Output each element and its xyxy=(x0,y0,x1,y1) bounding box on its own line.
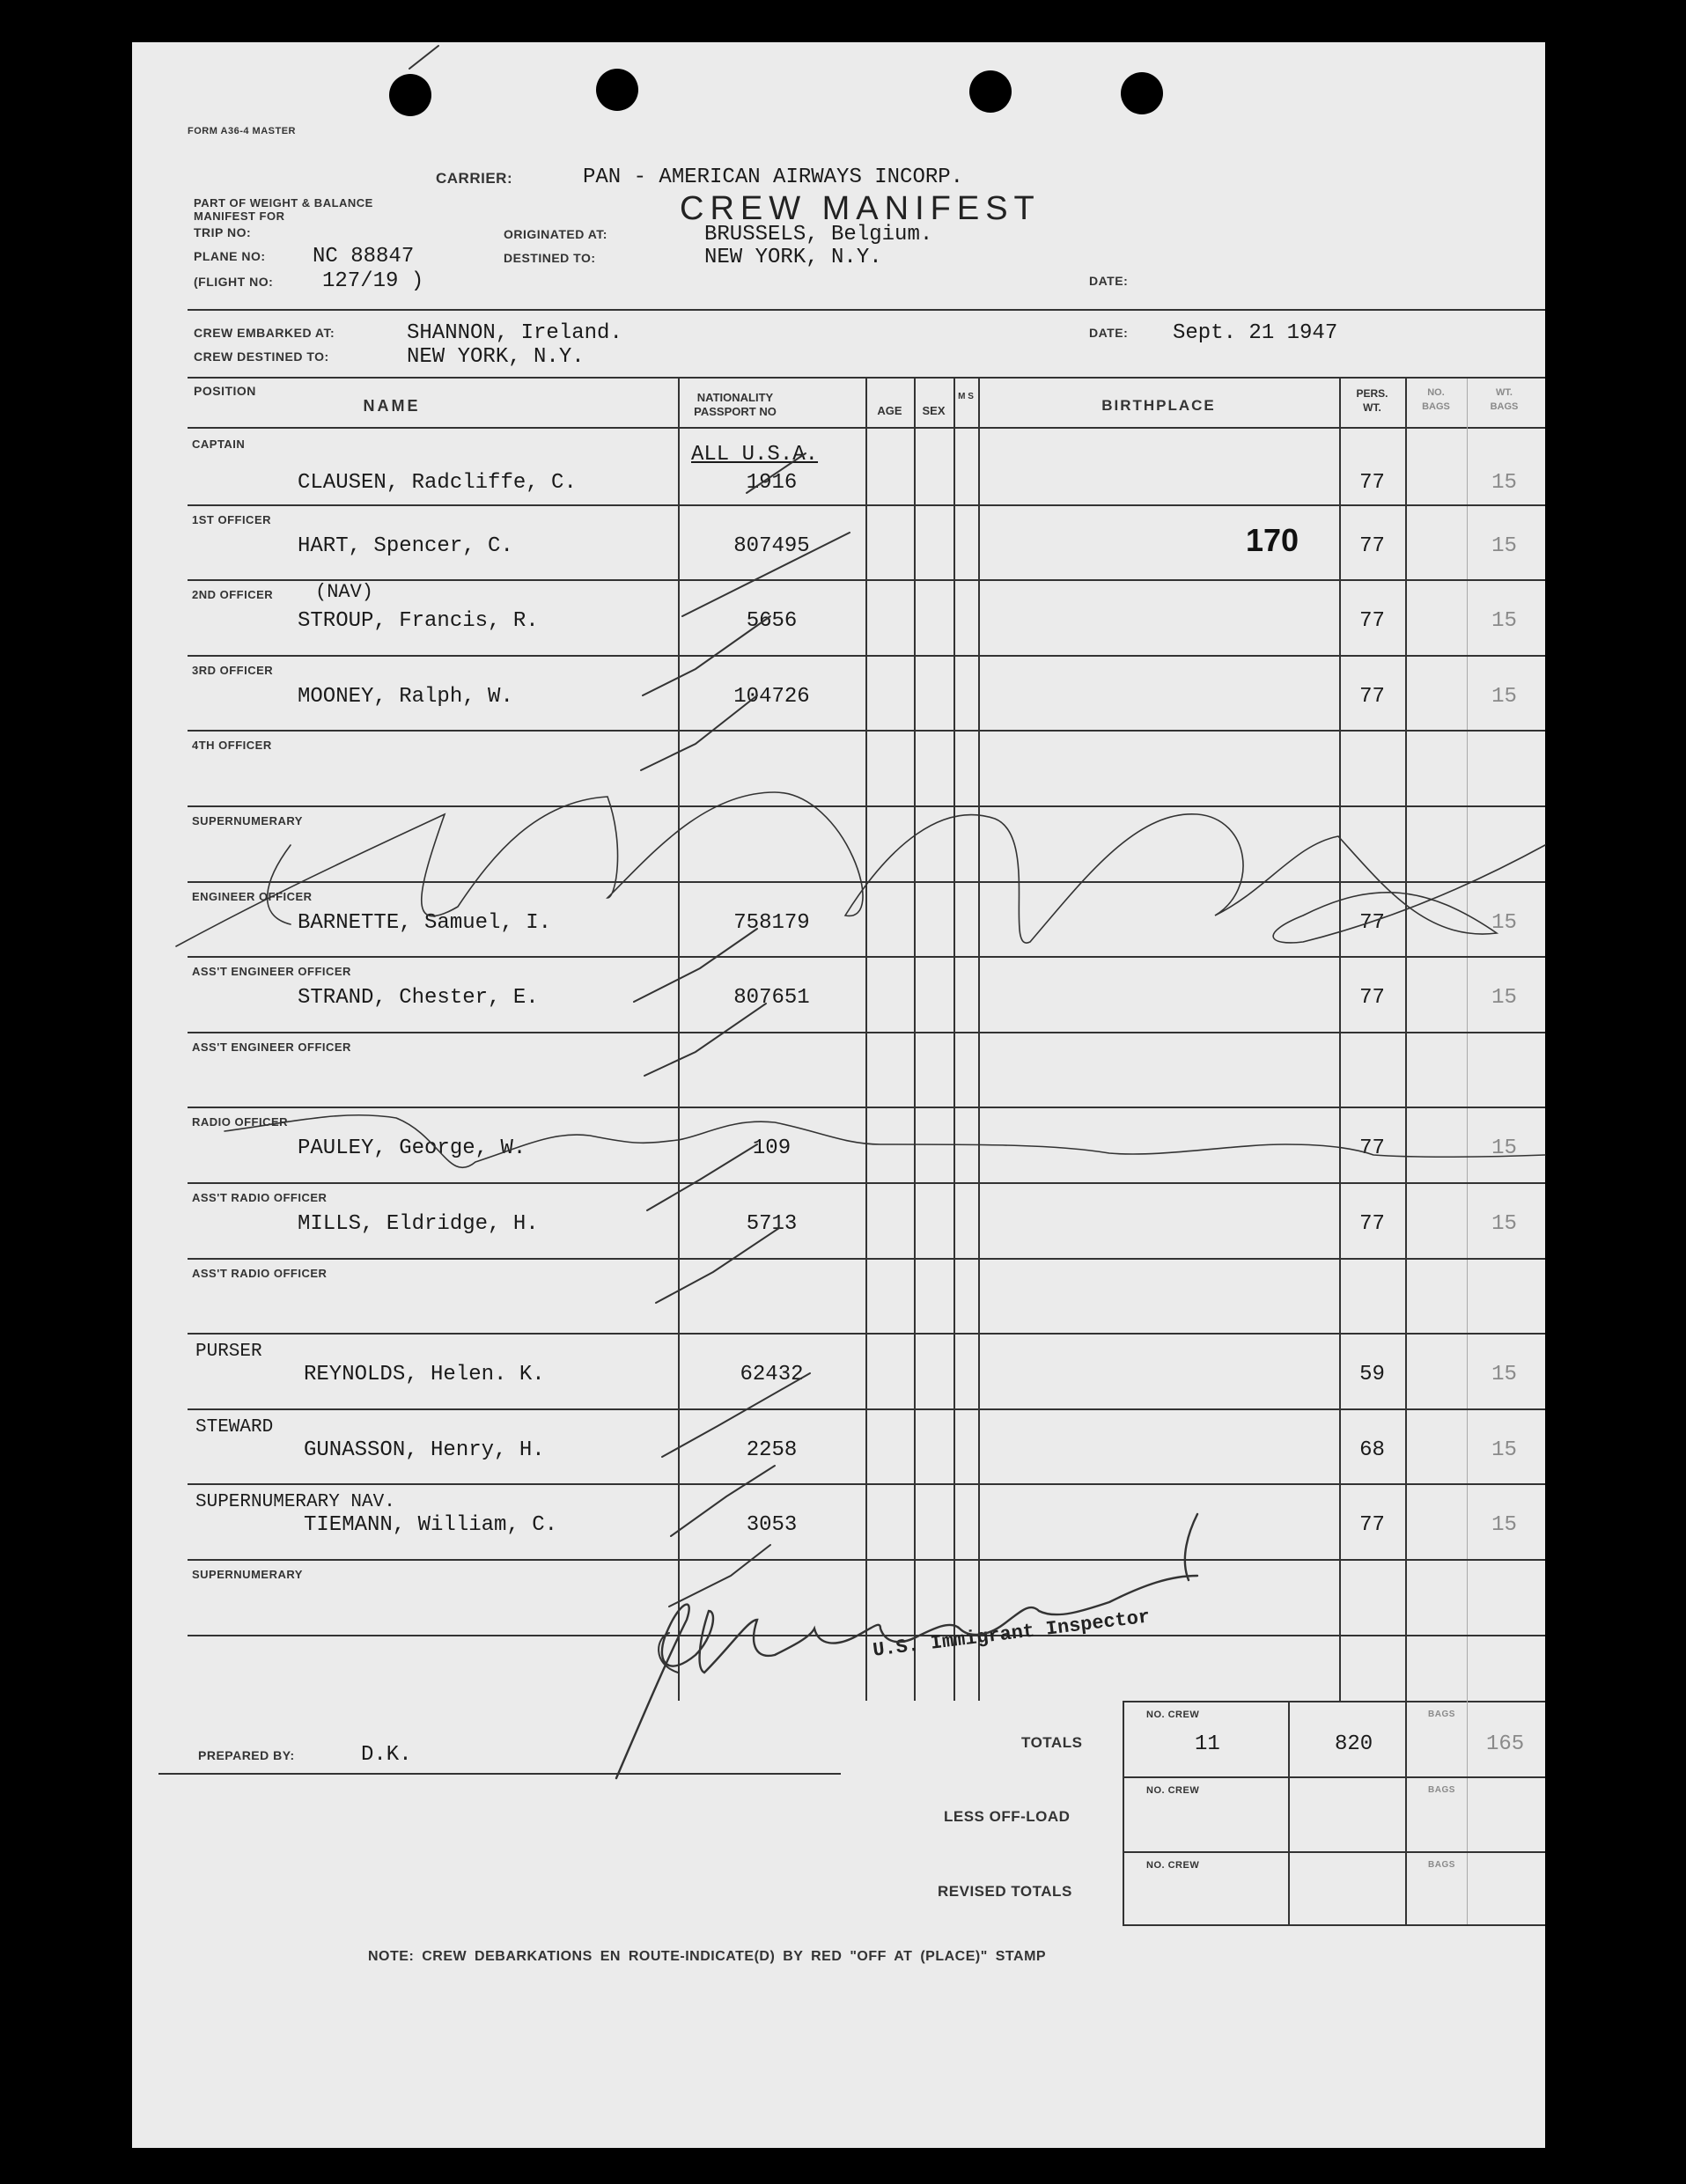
part-of-label: PART OF WEIGHT & BALANCE xyxy=(194,196,373,210)
row-pers-wt: 77 xyxy=(1359,609,1385,634)
row-rule xyxy=(188,1032,1545,1033)
row-position: ASS'T RADIO OFFICER xyxy=(192,1266,328,1280)
plane-no-label: PLANE NO: xyxy=(194,249,266,263)
row-passport: 1916 xyxy=(746,471,798,495)
row-passport: 807495 xyxy=(733,533,810,558)
row-rule xyxy=(188,805,1545,807)
row-pers-wt: 77 xyxy=(1359,910,1385,935)
row-name: GUNASSON, Henry, H. xyxy=(304,1438,545,1462)
row-passport: 758179 xyxy=(733,910,810,935)
col-name: NAME xyxy=(363,397,421,415)
destined-value: NEW YORK, N.Y. xyxy=(704,246,882,269)
row-wt-bags: 15 xyxy=(1491,1136,1517,1161)
destined-label: DESTINED TO: xyxy=(504,251,596,265)
col-rule xyxy=(914,379,916,1701)
row-rule xyxy=(188,1483,1545,1485)
col-rule xyxy=(953,379,955,1701)
row-name: HART, Spencer, C. xyxy=(298,533,513,558)
totals-top-rule xyxy=(1123,1701,1545,1702)
row-wt-bags: 15 xyxy=(1491,1513,1517,1538)
col-wt-bags-1: WT. xyxy=(1496,387,1513,398)
punch-hole xyxy=(969,70,1012,113)
total-bags: 165 xyxy=(1486,1732,1525,1756)
col-rule xyxy=(1339,379,1341,1701)
row-position: SUPERNUMERARY xyxy=(192,1568,303,1581)
row-position: CAPTAIN xyxy=(192,438,246,451)
crew-destined-value: NEW YORK, N.Y. xyxy=(407,345,585,369)
row-wt-bags: 15 xyxy=(1491,1363,1517,1387)
captain-note: 170 xyxy=(1246,522,1299,558)
divider xyxy=(188,309,1545,311)
row-name: CLAUSEN, Radcliffe, C. xyxy=(298,471,577,495)
row-wt-bags: 15 xyxy=(1491,1438,1517,1462)
totals-rule xyxy=(1123,1851,1545,1853)
row-wt-bags: 15 xyxy=(1491,1212,1517,1236)
row-rule xyxy=(188,730,1545,732)
punch-hole xyxy=(1121,72,1163,114)
col-birthplace: BIRTHPLACE xyxy=(1101,397,1216,414)
row-passport: 807651 xyxy=(733,986,810,1011)
flight-no-value: 127/19 ) xyxy=(322,269,424,293)
col-passport: PASSPORT NO xyxy=(694,405,777,418)
date2-label: DATE: xyxy=(1089,326,1129,340)
col-nationality: NATIONALITY xyxy=(696,391,774,404)
trip-no-label: TRIP NO: xyxy=(194,225,252,239)
bags-label: BAGS xyxy=(1428,1710,1455,1719)
row-rule xyxy=(188,881,1545,883)
row-position: SUPERNUMERARY xyxy=(192,814,303,827)
row-rule xyxy=(188,655,1545,657)
row-name: MILLS, Eldridge, H. xyxy=(298,1212,539,1236)
row-rule xyxy=(188,1635,1545,1636)
row-passport: 3053 xyxy=(746,1513,798,1538)
row-wt-bags: 15 xyxy=(1491,910,1517,935)
row-passport: 109 xyxy=(752,1136,791,1161)
row-pers-wt: 77 xyxy=(1359,986,1385,1011)
carrier-value: PAN - AMERICAN AIRWAYS INCORP. xyxy=(583,165,964,189)
totals-rule xyxy=(1123,1776,1545,1778)
row-rule xyxy=(188,1559,1545,1561)
originated-value: BRUSSELS, Belgium. xyxy=(704,223,933,246)
row-pers-wt: 68 xyxy=(1359,1438,1385,1462)
plane-no-value: NC 88847 xyxy=(313,245,415,268)
row-position: 3RD OFFICER xyxy=(192,663,274,677)
immigration-stamp: U.S. Immigrant Inspector xyxy=(872,1606,1152,1662)
row-name: REYNOLDS, Helen. K. xyxy=(304,1363,545,1387)
row-position: 1ST OFFICER xyxy=(192,512,272,526)
manifest-sheet xyxy=(132,42,1545,2148)
row-passport: 2258 xyxy=(746,1438,798,1462)
bags-label: BAGS xyxy=(1428,1860,1455,1870)
prepared-by-label: PREPARED BY: xyxy=(198,1748,295,1762)
total-weight: 820 xyxy=(1335,1732,1373,1756)
form-number: FORM A36-4 MASTER xyxy=(188,126,296,136)
carrier-label: CARRIER: xyxy=(436,170,513,187)
row-pers-wt: 77 xyxy=(1359,684,1385,709)
row-rule xyxy=(188,1258,1545,1260)
manifest-for-label: MANIFEST FOR xyxy=(194,210,285,223)
row-wt-bags: 15 xyxy=(1491,609,1517,634)
row-name: BARNETTE, Samuel, I. xyxy=(298,910,552,935)
page-title: CREW MANIFEST xyxy=(680,190,1041,227)
row-passport: 5656 xyxy=(746,609,798,634)
prepared-rule xyxy=(158,1773,841,1775)
row-rule xyxy=(188,504,1545,506)
crew-destined-label: CREW DESTINED TO: xyxy=(194,349,329,364)
row-position: ASS'T ENGINEER OFFICER xyxy=(192,1040,351,1054)
total-crew: 11 xyxy=(1195,1732,1220,1756)
col-sex: SEX xyxy=(922,404,946,417)
col-position: POSITION xyxy=(194,384,256,398)
row-position: SUPERNUMERARY NAV. xyxy=(195,1492,395,1513)
col-rule xyxy=(978,379,980,1701)
row-position: PURSER xyxy=(195,1342,262,1363)
row-rule xyxy=(188,956,1545,958)
col-rule xyxy=(678,379,680,1701)
nationality-all: ALL U.S.A. xyxy=(691,443,819,467)
col-wt: WT. xyxy=(1363,401,1381,414)
row-position: ASS'T ENGINEER OFFICER xyxy=(192,965,351,979)
prepared-by-value: D.K. xyxy=(361,1743,412,1767)
row-wt-bags: 15 xyxy=(1491,684,1517,709)
col-rule xyxy=(865,379,867,1701)
col-pers: PERS. xyxy=(1356,387,1388,400)
row-name: STRAND, Chester, E. xyxy=(298,986,539,1011)
totals-label: TOTALS xyxy=(1021,1734,1083,1751)
row-pers-wt: 77 xyxy=(1359,533,1385,558)
row-pers-wt: 59 xyxy=(1359,1363,1385,1387)
col-ms: M S xyxy=(958,392,974,401)
row-position: ENGINEER OFFICER xyxy=(192,889,313,903)
embarked-value: SHANNON, Ireland. xyxy=(407,321,622,345)
revised-totals-label: REVISED TOTALS xyxy=(938,1883,1072,1900)
totals-rule xyxy=(1405,1701,1407,1925)
punch-hole xyxy=(596,69,638,111)
row-passport: 62432 xyxy=(740,1363,804,1387)
row-rule xyxy=(188,1182,1545,1184)
totals-rule xyxy=(1467,1701,1468,1925)
col-wt-bags-2: BAGS xyxy=(1490,401,1519,412)
bags-label: BAGS xyxy=(1428,1785,1455,1795)
row-wt-bags: 15 xyxy=(1491,471,1517,495)
date2-value: Sept. 21 1947 xyxy=(1173,321,1338,345)
totals-bottom-rule xyxy=(1123,1924,1545,1926)
col-no-bags-2: BAGS xyxy=(1422,401,1450,412)
row-pers-wt: 77 xyxy=(1359,1212,1385,1236)
footer-note: NOTE: CREW DEBARKATIONS EN ROUTE-INDICATE(D) BY RED "OFF AT (PLACE)" STAMP xyxy=(368,1949,1047,1964)
row-rule xyxy=(188,1107,1545,1108)
col-rule xyxy=(1467,379,1468,1701)
col-no-bags-1: NO. xyxy=(1427,387,1445,398)
no-crew-label: NO. CREW xyxy=(1146,1860,1200,1871)
col-age: AGE xyxy=(877,404,902,417)
embarked-label: CREW EMBARKED AT: xyxy=(194,326,335,340)
punch-hole xyxy=(389,74,431,116)
row-pers-wt: 77 xyxy=(1359,471,1385,495)
row-pers-wt: 77 xyxy=(1359,1136,1385,1161)
originated-label: ORIGINATED AT: xyxy=(504,227,607,241)
col-rule xyxy=(1405,379,1407,1701)
totals-rule xyxy=(1288,1701,1290,1925)
flight-no-label: (FLIGHT NO: xyxy=(194,275,274,289)
row-name: MOONEY, Ralph, W. xyxy=(298,684,513,709)
totals-rule xyxy=(1123,1701,1124,1925)
row-rule xyxy=(188,579,1545,581)
no-crew-label: NO. CREW xyxy=(1146,1785,1200,1796)
row-passport: 104726 xyxy=(733,684,810,709)
row-position: RADIO OFFICER xyxy=(192,1115,289,1129)
row-wt-bags: 15 xyxy=(1491,986,1517,1011)
row-name: STROUP, Francis, R. xyxy=(298,609,539,634)
date-label: DATE: xyxy=(1089,274,1129,288)
row-position-note: (NAV) xyxy=(315,581,374,604)
row-pers-wt: 77 xyxy=(1359,1513,1385,1538)
row-position: STEWARD xyxy=(195,1416,274,1438)
row-position: 2ND OFFICER xyxy=(192,588,274,602)
row-position: 4TH OFFICER xyxy=(192,739,272,753)
less-offload-label: LESS OFF-LOAD xyxy=(944,1808,1071,1825)
row-rule xyxy=(188,1408,1545,1410)
row-rule xyxy=(188,1333,1545,1335)
no-crew-label: NO. CREW xyxy=(1146,1710,1200,1720)
row-position: ASS'T RADIO OFFICER xyxy=(192,1191,328,1204)
row-name: TIEMANN, William, C. xyxy=(304,1513,558,1538)
row-wt-bags: 15 xyxy=(1491,533,1517,558)
row-passport: 5713 xyxy=(746,1212,798,1236)
row-name: PAULEY, George, W. xyxy=(298,1136,526,1161)
